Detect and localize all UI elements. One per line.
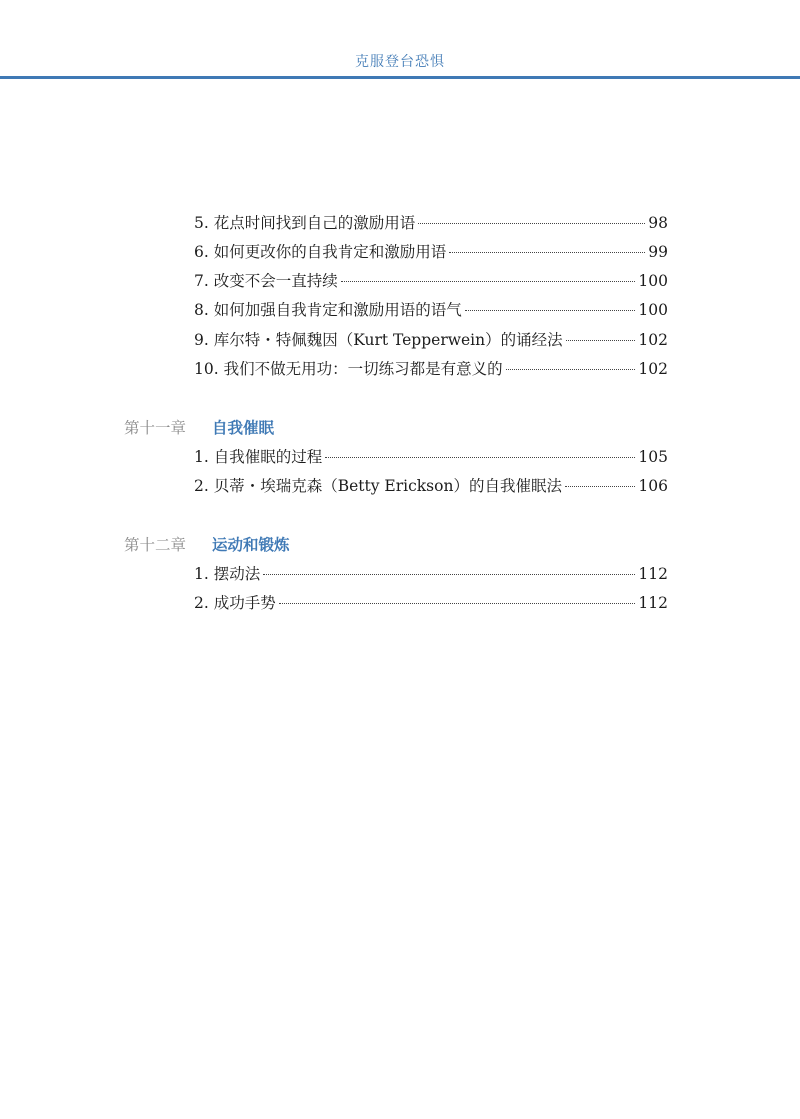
toc-entry-title: 10. 我们不做无用功：一切练习都是有意义的 xyxy=(194,360,503,378)
toc-entry[interactable] xyxy=(194,562,668,586)
chapter-title: 自我催眠 xyxy=(212,419,275,437)
dot-leader xyxy=(465,310,636,311)
toc-entry[interactable] xyxy=(194,474,668,498)
toc-entry-title: 7. 改变不会一直持续 xyxy=(194,272,338,290)
dot-leader xyxy=(341,281,636,282)
toc-entry-page: 100 xyxy=(638,272,668,290)
dot-leader xyxy=(565,486,635,487)
toc-entry[interactable] xyxy=(194,211,668,235)
toc-entry-page: 112 xyxy=(638,594,668,612)
toc-entry-page: 100 xyxy=(638,301,668,319)
toc-entry[interactable] xyxy=(194,445,668,469)
toc-entry[interactable] xyxy=(194,240,668,264)
dot-leader xyxy=(506,369,636,370)
header-rule xyxy=(0,76,800,79)
chapter-number: 第十二章 xyxy=(124,536,187,554)
toc-entry-page: 98 xyxy=(648,214,668,232)
dot-leader xyxy=(279,603,636,604)
toc-entry-page: 99 xyxy=(648,243,668,261)
chapter-number: 第十一章 xyxy=(124,419,187,437)
toc-entry-page: 106 xyxy=(638,477,668,495)
toc-entry-title: 2. 成功手势 xyxy=(194,594,276,612)
toc-entry[interactable] xyxy=(194,328,668,352)
toc-entry-title: 1. 摆动法 xyxy=(194,565,261,583)
toc-entry-page: 105 xyxy=(638,448,668,466)
toc-entry[interactable] xyxy=(194,357,668,381)
chapter-title: 运动和锻炼 xyxy=(212,536,290,554)
dot-leader xyxy=(418,223,645,224)
chapter-heading-12[interactable] xyxy=(124,533,290,557)
toc-entry[interactable] xyxy=(194,269,668,293)
toc-entry-page: 102 xyxy=(638,331,668,349)
dot-leader xyxy=(566,340,636,341)
toc-entry[interactable] xyxy=(194,298,668,322)
chapter-heading-11[interactable] xyxy=(124,416,274,440)
toc-entry[interactable] xyxy=(194,591,668,615)
toc-entry-title: 2. 贝蒂・埃瑞克森（Betty Erickson）的自我催眠法 xyxy=(194,477,562,495)
running-header-title: 克服登台恐惧 xyxy=(355,54,445,70)
toc-entry-page: 112 xyxy=(638,565,668,583)
toc-entry-title: 5. 花点时间找到自己的激励用语 xyxy=(194,214,416,232)
running-header xyxy=(0,0,800,80)
toc-entry-title: 9. 库尔特・特佩魏因（Kurt Tepperwein）的诵经法 xyxy=(194,331,563,349)
toc-entry-title: 1. 自我催眠的过程 xyxy=(194,448,323,466)
toc-entry-title: 6. 如何更改你的自我肯定和激励用语 xyxy=(194,243,447,261)
toc-entry-title: 8. 如何加强自我肯定和激励用语的语气 xyxy=(194,301,462,319)
dot-leader xyxy=(263,574,635,575)
toc-entry-page: 102 xyxy=(638,360,668,378)
dot-leader xyxy=(449,252,645,253)
dot-leader xyxy=(325,457,635,458)
